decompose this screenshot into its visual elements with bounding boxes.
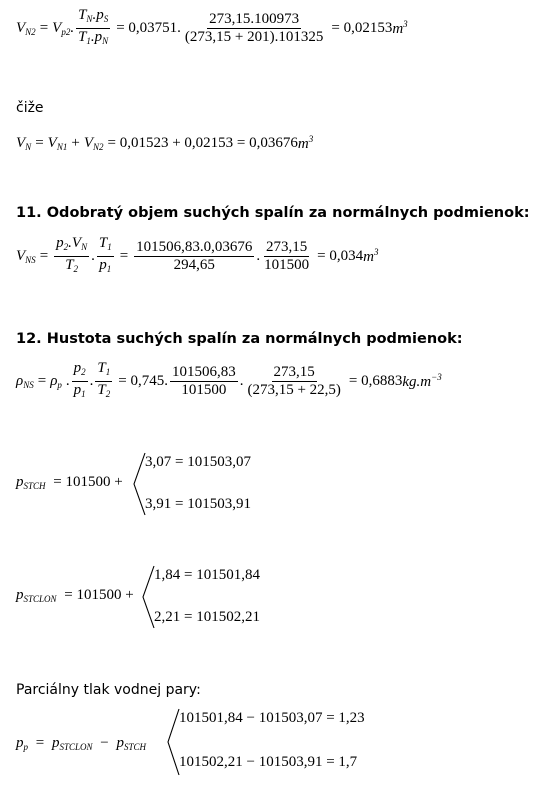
fraction-numeric-2: $\frac{273,15}{101500}$ [264, 238, 310, 273]
vp2-symbol: $V_{p2}$. [52, 19, 75, 37]
section-heading-11: 11. Odobratý objem suchých spalín za normálnych podmienok: [16, 205, 530, 221]
fraction-t1-t2: $\frac{T_1}{T_2}$ [97, 359, 111, 399]
pp-lower: 101502,21 − 101503,91 = 1,7 [179, 754, 358, 770]
equation-pstch: $p_{STCH} = 101500$ + [16, 474, 123, 491]
brace-pp [166, 708, 180, 776]
fraction-numeric-1: $\frac{101506,83}{101500}$ [171, 363, 236, 398]
result-value: = 0,6883 [348, 372, 403, 389]
pstclon-lower: 2,21 = 101502,21 [154, 609, 260, 625]
result-value: = 0,02153 [331, 19, 393, 36]
equation-rho: $\rho_{NS}$ = $\rho_p$ . $\frac{p_2}{p_1}$ . $\frac{T_1}{T_2}$ = 0,745. $\frac{101506,83}{101500}$ . $\frac{273,15}{(273,15 + 22,5)}$ = 0,6883 $kg.m^{-3}$ [16, 360, 442, 402]
equation-pstclon: $p_{STCLON} = 101500$ + [16, 587, 134, 604]
fraction-p2-p1: $\frac{p_2}{p_1}$ [73, 359, 86, 399]
fraction-p2-vn: $\frac{p_2.V_N}{T_2}$ [56, 234, 88, 274]
equation-pp: $p_p = p_{STCLON} - p_{STCH}$ [16, 735, 146, 752]
equation-vn2: $V_{N2}$ = $V_{p2}$. $\frac{T_N.p_S}{T_1.p_N}$ = 0,03751. $\frac{273,15.100973}{(273,15 + 201).101325}$ = 0,02153 $m^3$ [16, 8, 408, 48]
pstch-lower: 3,91 = 101503,91 [145, 496, 251, 512]
partial-pressure-label: Parciálny tlak vodnej pary: [16, 682, 201, 698]
brace-pstch [132, 452, 146, 516]
unit: $kg.m^{-3}$ [402, 371, 442, 390]
vn2-symbol: $V_{N2}$ [16, 19, 36, 37]
section-heading-12: 12. Hustota suchých spalín za normálnych podmienok: [16, 331, 463, 347]
equation-vn: $V_N$ = $V_{N1}$ + $V_{N2}$ = 0,01523 + 0,02153 = 0,03676 $m^3$ [16, 133, 314, 152]
pstch-upper: 3,07 = 101503,07 [145, 454, 251, 470]
fraction-numeric-2: $\frac{273,15}{(273,15 + 22,5)}$ [247, 363, 341, 398]
unit: $m^3$ [297, 133, 314, 152]
result-value: = 0,034 [317, 247, 364, 264]
cize-text: čiže [16, 100, 44, 116]
fraction-numeric-1: $\frac{101506,83.0,03676}{294,65}$ [136, 238, 253, 273]
fraction-numeric: $\frac{273,15.100973}{(273,15 + 201).101325}$ [184, 10, 324, 45]
equation-vns: $V_{NS}$ = $\frac{p_2.V_N}{T_2}$ . $\frac{T_1}{p_1}$ = $\frac{101506,83.0,03676}{294,65}$ . $\frac{273,15}{101500}$ = 0,034 $m^3$ [16, 235, 378, 277]
unit: $m^3$ [392, 18, 408, 37]
fraction-tn-ps: $\frac{T_N.p_S}{T_1.p_N}$ [78, 6, 109, 46]
fraction-t1-p1: $\frac{T_1}{p_1}$ [98, 234, 112, 274]
pstclon-upper: 1,84 = 101501,84 [154, 567, 260, 583]
coefficient: = 0,03751. [116, 19, 181, 36]
brace-pstclon [141, 565, 155, 629]
unit: $m^3$ [363, 246, 379, 265]
result-value: = 0,01523 + 0,02153 = 0,03676 [107, 134, 298, 151]
pp-upper: 101501,84 − 101503,07 = 1,23 [179, 710, 365, 726]
